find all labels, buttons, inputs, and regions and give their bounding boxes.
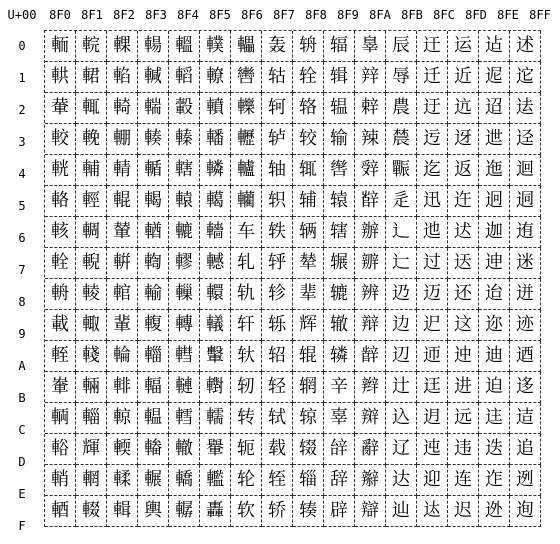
glyph-cell: 輇	[45, 248, 76, 279]
glyph-cell: 迓	[448, 124, 479, 155]
glyph-cell: 辏	[293, 496, 324, 527]
glyph-cell: 运	[448, 31, 479, 62]
glyph-cell: 輶	[138, 217, 169, 248]
glyph-cell: 迸	[510, 279, 541, 310]
glyph-cell: 辜	[324, 403, 355, 434]
glyph-cell: 迋	[417, 372, 448, 403]
glyph-cell: 辄	[293, 155, 324, 186]
glyph-cell: 迠	[479, 31, 510, 62]
glyph-cell: 辅	[293, 186, 324, 217]
glyph-cell: 辍	[293, 434, 324, 465]
glyph-cell: 辩	[355, 310, 386, 341]
glyph-cell: 轇	[169, 248, 200, 279]
glyph-cell: 輂	[45, 93, 76, 124]
column-header: 8FA	[369, 8, 391, 22]
glyph-cell: 较	[293, 124, 324, 155]
glyph-cell: 轴	[262, 155, 293, 186]
glyph-cell: 轏	[169, 496, 200, 527]
glyph-cell: 輑	[76, 62, 107, 93]
glyph-cell: 轺	[262, 341, 293, 372]
glyph-cell: 輩	[107, 310, 138, 341]
glyph-cell: 輆	[45, 217, 76, 248]
row-header: E	[18, 487, 26, 501]
glyph-cell: 轭	[231, 434, 262, 465]
glyph-cell: 輬	[107, 403, 138, 434]
glyph-cell: 輚	[76, 341, 107, 372]
glyph-cell: 辳	[386, 124, 417, 155]
row-header: 4	[18, 167, 26, 181]
glyph-cell: 轄	[169, 155, 200, 186]
glyph-cell: 辿	[386, 496, 417, 527]
glyph-cell: 輀	[45, 31, 76, 62]
glyph-cell: 迊	[417, 341, 448, 372]
glyph-cell: 輹	[138, 310, 169, 341]
glyph-cell: 輸	[138, 279, 169, 310]
glyph-cell: 迳	[510, 124, 541, 155]
glyph-cell: 迲	[510, 93, 541, 124]
column-header: 8F9	[337, 8, 359, 22]
glyph-cell: 轛	[200, 372, 231, 403]
glyph-cell: 轫	[231, 372, 262, 403]
glyph-cell: 迗	[448, 248, 479, 279]
glyph-cell: 迼	[510, 403, 541, 434]
glyph-cell: 迡	[479, 62, 510, 93]
glyph-cell: 轅	[169, 186, 200, 217]
glyph-cell: 輧	[107, 248, 138, 279]
glyph-cell: 转	[231, 403, 262, 434]
glyph-cell: 輈	[45, 279, 76, 310]
glyph-cell: 轞	[200, 465, 231, 496]
glyph-cell: 轈	[169, 279, 200, 310]
glyph-cell: 迃	[417, 124, 448, 155]
glyph-cell: 輕	[76, 186, 107, 217]
glyph-cell: 轑	[200, 62, 231, 93]
glyph-cell: 迀	[417, 31, 448, 62]
glyph-cell: 达	[386, 465, 417, 496]
glyph-cell: 輖	[76, 217, 107, 248]
glyph-cell: 輡	[107, 62, 138, 93]
glyph-cell: 辛	[324, 372, 355, 403]
glyph-cell: 迷	[510, 248, 541, 279]
glyph-cell: 辂	[293, 93, 324, 124]
glyph-cell: 轌	[169, 403, 200, 434]
glyph-cell: 輽	[138, 434, 169, 465]
glyph-cell: 轾	[262, 465, 293, 496]
glyph-cell: 迢	[479, 93, 510, 124]
glyph-cell: 辪	[355, 341, 386, 372]
glyph-cell: 辽	[386, 434, 417, 465]
glyph-cell: 边	[386, 310, 417, 341]
glyph-cell: 辮	[355, 465, 386, 496]
glyph-cell: 迿	[510, 496, 541, 527]
glyph-cell: 轍	[169, 434, 200, 465]
glyph-cell: 輥	[107, 186, 138, 217]
glyph-cell: 轚	[200, 341, 231, 372]
glyph-cell: 輓	[76, 124, 107, 155]
glyph-cell: 辁	[293, 62, 324, 93]
glyph-cell: 辱	[386, 62, 417, 93]
glyph-cell: 輒	[76, 93, 107, 124]
glyph-cell: 載	[45, 310, 76, 341]
column-header: 8FC	[433, 8, 455, 22]
glyph-cell: 轘	[200, 279, 231, 310]
glyph-cell: 迦	[479, 217, 510, 248]
glyph-cell: 辣	[355, 124, 386, 155]
column-header: 8FF	[529, 8, 551, 22]
glyph-cell: 迥	[479, 186, 510, 217]
glyph-cell: 輅	[45, 186, 76, 217]
glyph-cell: 辬	[355, 403, 386, 434]
column-header: 8F8	[305, 8, 327, 22]
row-header: A	[18, 359, 26, 373]
column-header: 8FE	[497, 8, 519, 22]
glyph-cell: 轓	[200, 124, 231, 155]
glyph-cell: 較	[45, 124, 76, 155]
glyph-cell: 辗	[324, 248, 355, 279]
glyph-cell: 輛	[76, 372, 107, 403]
glyph-cell: 轂	[169, 93, 200, 124]
glyph-cell: 辤	[355, 155, 386, 186]
row-header: 3	[18, 135, 26, 149]
column-header: 8F4	[177, 8, 199, 22]
glyph-cell: 辊	[293, 341, 324, 372]
glyph-cell: 轩	[231, 310, 262, 341]
glyph-cell: 述	[510, 31, 541, 62]
glyph-cell: 輿	[138, 496, 169, 527]
glyph-cell: 迏	[417, 496, 448, 527]
glyph-cell: 迅	[417, 186, 448, 217]
glyph-cell: 輭	[107, 434, 138, 465]
glyph-cell: 轢	[231, 93, 262, 124]
glyph-cell: 轊	[169, 341, 200, 372]
glyph-cell: 迴	[510, 155, 541, 186]
glyph-cell: 輮	[107, 465, 138, 496]
glyph-cell: 輣	[107, 124, 138, 155]
glyph-cell: 迵	[510, 186, 541, 217]
glyph-cell: 輼	[138, 403, 169, 434]
column-header: 8F2	[113, 8, 135, 22]
glyph-cell: 迹	[510, 310, 541, 341]
glyph-cell: 輢	[107, 93, 138, 124]
glyph-cell: 轙	[200, 310, 231, 341]
glyph-cell: 轕	[200, 186, 231, 217]
glyph-cell: 辀	[293, 31, 324, 62]
glyph-cell: 轨	[231, 279, 262, 310]
glyph-cell: 輵	[138, 186, 169, 217]
glyph-cell: 辔	[324, 155, 355, 186]
glyph-cell: 輝	[76, 434, 107, 465]
column-header: 8F0	[49, 8, 71, 22]
glyph-cell: 迈	[417, 279, 448, 310]
glyph-cell: 轮	[231, 465, 262, 496]
glyph-cell: 辖	[324, 217, 355, 248]
glyph-cell: 追	[510, 434, 541, 465]
glyph-cell: 迌	[417, 403, 448, 434]
glyph-cell: 輗	[76, 248, 107, 279]
glyph-cell: 轒	[200, 93, 231, 124]
glyph-cell: 輪	[107, 341, 138, 372]
glyph-cell: 辑	[324, 62, 355, 93]
glyph-cell: 迚	[448, 341, 479, 372]
glyph-cell: 輺	[138, 341, 169, 372]
glyph-cell: 近	[448, 62, 479, 93]
glyph-cell: 辙	[324, 310, 355, 341]
glyph-cell: 轵	[262, 186, 293, 217]
glyph-cell: 轎	[169, 465, 200, 496]
row-header: 5	[18, 199, 26, 213]
glyph-cell: 輾	[138, 465, 169, 496]
glyph-cell: 迎	[417, 465, 448, 496]
glyph-cell: 迫	[479, 372, 510, 403]
glyph-cell: 远	[448, 403, 479, 434]
glyph-cell: 违	[448, 434, 479, 465]
glyph-cell: 輤	[107, 155, 138, 186]
row-header: 7	[18, 263, 26, 277]
glyph-cell: 辝	[324, 434, 355, 465]
glyph-cell: 迆	[417, 217, 448, 248]
glyph-cell: 辌	[293, 403, 324, 434]
glyph-cell: 輱	[138, 62, 169, 93]
glyph-cell: 輴	[138, 155, 169, 186]
glyph-cell: 轻	[262, 372, 293, 403]
glyph-cell: 辞	[324, 465, 355, 496]
glyph-cell: 迁	[417, 62, 448, 93]
glyph-cell: 輫	[107, 372, 138, 403]
glyph-cell: 迒	[448, 93, 479, 124]
glyph-cell: 轲	[262, 93, 293, 124]
glyph-cell: 还	[448, 279, 479, 310]
glyph-cell: 迕	[448, 186, 479, 217]
glyph-cell: 轼	[262, 403, 293, 434]
glyph-cell: 輎	[45, 465, 76, 496]
glyph-cell: 轝	[200, 434, 231, 465]
glyph-cell: 込	[386, 403, 417, 434]
glyph-cell: 辡	[355, 62, 386, 93]
glyph-cell: 辴	[386, 155, 417, 186]
glyph-cell: 輋	[45, 372, 76, 403]
column-header: 8F6	[241, 8, 263, 22]
row-header: 8	[18, 295, 26, 309]
glyph-cell: 迻	[510, 372, 541, 403]
glyph-cell: 轡	[231, 62, 262, 93]
glyph-cell: 迧	[479, 248, 510, 279]
glyph-cell: 辒	[324, 93, 355, 124]
glyph-cell: 辦	[355, 217, 386, 248]
glyph-cell: 这	[448, 310, 479, 341]
glyph-cell: 轋	[169, 372, 200, 403]
glyph-cell: 轧	[231, 248, 262, 279]
glyph-cell: 辨	[355, 279, 386, 310]
glyph-cell: 迪	[479, 341, 510, 372]
glyph-cell: 輦	[107, 217, 138, 248]
glyph-cell: 迖	[448, 217, 479, 248]
glyph-cell: 輞	[76, 465, 107, 496]
glyph-cell: 輍	[45, 434, 76, 465]
glyph-cell: 輊	[45, 341, 76, 372]
glyph-cell: 輜	[76, 403, 107, 434]
glyph-cell: 车	[231, 217, 262, 248]
glyph-cell: 辉	[293, 310, 324, 341]
glyph-cell: 輳	[138, 124, 169, 155]
glyph-cell: 輁	[45, 62, 76, 93]
glyph-cell: 辘	[324, 279, 355, 310]
glyph-cell: 輄	[45, 155, 76, 186]
row-header: 2	[18, 103, 26, 117]
glyph-cell: 轿	[262, 496, 293, 527]
column-header: 8FB	[401, 8, 423, 22]
glyph-cell: 辭	[355, 434, 386, 465]
glyph-cell: 迍	[417, 434, 448, 465]
glyph-cell: 迤	[479, 155, 510, 186]
glyph-cell: 轶	[262, 217, 293, 248]
glyph-cell: 輙	[76, 310, 107, 341]
glyph-cell: 輔	[76, 155, 107, 186]
column-header: 8F7	[273, 8, 295, 22]
glyph-cell: 輻	[138, 372, 169, 403]
glyph-cell: 辶	[386, 217, 417, 248]
glyph-cell: 轁	[169, 62, 200, 93]
glyph-cell: 轐	[200, 31, 231, 62]
glyph-cell: 软	[231, 496, 262, 527]
glyph-cell: 辎	[293, 465, 324, 496]
glyph-cell: 輠	[107, 31, 138, 62]
glyph-cell: 農	[386, 93, 417, 124]
glyph-cell: 迮	[479, 465, 510, 496]
glyph-cell: 连	[448, 465, 479, 496]
row-header: C	[18, 423, 26, 437]
glyph-cell: 辷	[386, 248, 417, 279]
row-header: 0	[18, 39, 26, 53]
glyph-cell: 辐	[324, 31, 355, 62]
glyph-cell: 迭	[479, 434, 510, 465]
glyph-cell: 轤	[231, 155, 262, 186]
row-header: 1	[18, 71, 26, 85]
column-header: 8F1	[81, 8, 103, 22]
glyph-cell: 迬	[479, 403, 510, 434]
glyph-cell: 迣	[479, 124, 510, 155]
glyph-cell: 轸	[262, 279, 293, 310]
glyph-cell: 迶	[510, 217, 541, 248]
glyph-cell: 轗	[200, 248, 231, 279]
row-header: 9	[18, 327, 26, 341]
glyph-cell: 輏	[45, 496, 76, 527]
glyph-cell: 进	[448, 372, 479, 403]
glyph-cell: 輘	[76, 279, 107, 310]
row-header: D	[18, 455, 26, 469]
glyph-cell: 辚	[324, 341, 355, 372]
glyph-cell: 輌	[45, 403, 76, 434]
glyph-cell: 迨	[479, 279, 510, 310]
glyph-cell: 辈	[293, 279, 324, 310]
glyph-cell: 轪	[231, 341, 262, 372]
column-header: 8F5	[209, 8, 231, 22]
glyph-cell: 轣	[231, 124, 262, 155]
glyph-cell: 迉	[417, 310, 448, 341]
character-grid	[44, 30, 541, 527]
glyph-cell: 迯	[479, 496, 510, 527]
glyph-cell: 轹	[262, 310, 293, 341]
glyph-cell: 输	[324, 124, 355, 155]
glyph-cell: 輰	[138, 31, 169, 62]
corner-label: U+00	[7, 8, 37, 22]
glyph-cell: 迾	[510, 465, 541, 496]
glyph-cell: 輟	[76, 496, 107, 527]
glyph-cell: 辋	[293, 372, 324, 403]
glyph-cell: 輨	[107, 279, 138, 310]
glyph-cell: 载	[262, 434, 293, 465]
column-header: 8F3	[145, 8, 167, 22]
column-header: 8FD	[465, 8, 487, 22]
glyph-cell: 迂	[417, 93, 448, 124]
glyph-cell: 辸	[386, 279, 417, 310]
glyph-cell: 輯	[107, 496, 138, 527]
glyph-cell: 輐	[76, 31, 107, 62]
row-header: B	[18, 391, 26, 405]
glyph-cell: 返	[448, 155, 479, 186]
glyph-cell: 辫	[355, 372, 386, 403]
glyph-cell: 辵	[386, 186, 417, 217]
glyph-cell: 轱	[262, 62, 293, 93]
glyph-cell: 迺	[510, 341, 541, 372]
glyph-cell: 迟	[448, 496, 479, 527]
glyph-cell: 轰	[262, 31, 293, 62]
glyph-cell: 辟	[324, 496, 355, 527]
glyph-cell: 辻	[386, 372, 417, 403]
glyph-cell: 迩	[479, 310, 510, 341]
glyph-cell: 轟	[200, 496, 231, 527]
glyph-cell: 轀	[169, 31, 200, 62]
glyph-cell: 辥	[355, 186, 386, 217]
glyph-cell: 迄	[417, 155, 448, 186]
glyph-cell: 迱	[510, 62, 541, 93]
glyph-cell: 轆	[169, 217, 200, 248]
glyph-cell: 辢	[355, 93, 386, 124]
row-header: 6	[18, 231, 26, 245]
glyph-cell: 辺	[386, 341, 417, 372]
glyph-cell: 轖	[200, 217, 231, 248]
glyph-cell: 辧	[355, 248, 386, 279]
glyph-cell: 轉	[169, 310, 200, 341]
glyph-cell: 辇	[293, 248, 324, 279]
glyph-cell: 辯	[355, 496, 386, 527]
glyph-cell: 輷	[138, 248, 169, 279]
glyph-cell: 辰	[386, 31, 417, 62]
glyph-cell: 轔	[200, 155, 231, 186]
glyph-cell: 輲	[138, 93, 169, 124]
glyph-cell: 轃	[169, 124, 200, 155]
glyph-cell: 辆	[293, 217, 324, 248]
glyph-cell: 轠	[231, 31, 262, 62]
glyph-cell: 辠	[355, 31, 386, 62]
glyph-cell: 轜	[200, 403, 231, 434]
row-header: F	[18, 519, 26, 533]
glyph-cell: 轳	[262, 124, 293, 155]
glyph-cell: 轥	[231, 186, 262, 217]
glyph-cell: 辕	[324, 186, 355, 217]
glyph-cell: 轷	[262, 248, 293, 279]
glyph-cell: 过	[417, 248, 448, 279]
